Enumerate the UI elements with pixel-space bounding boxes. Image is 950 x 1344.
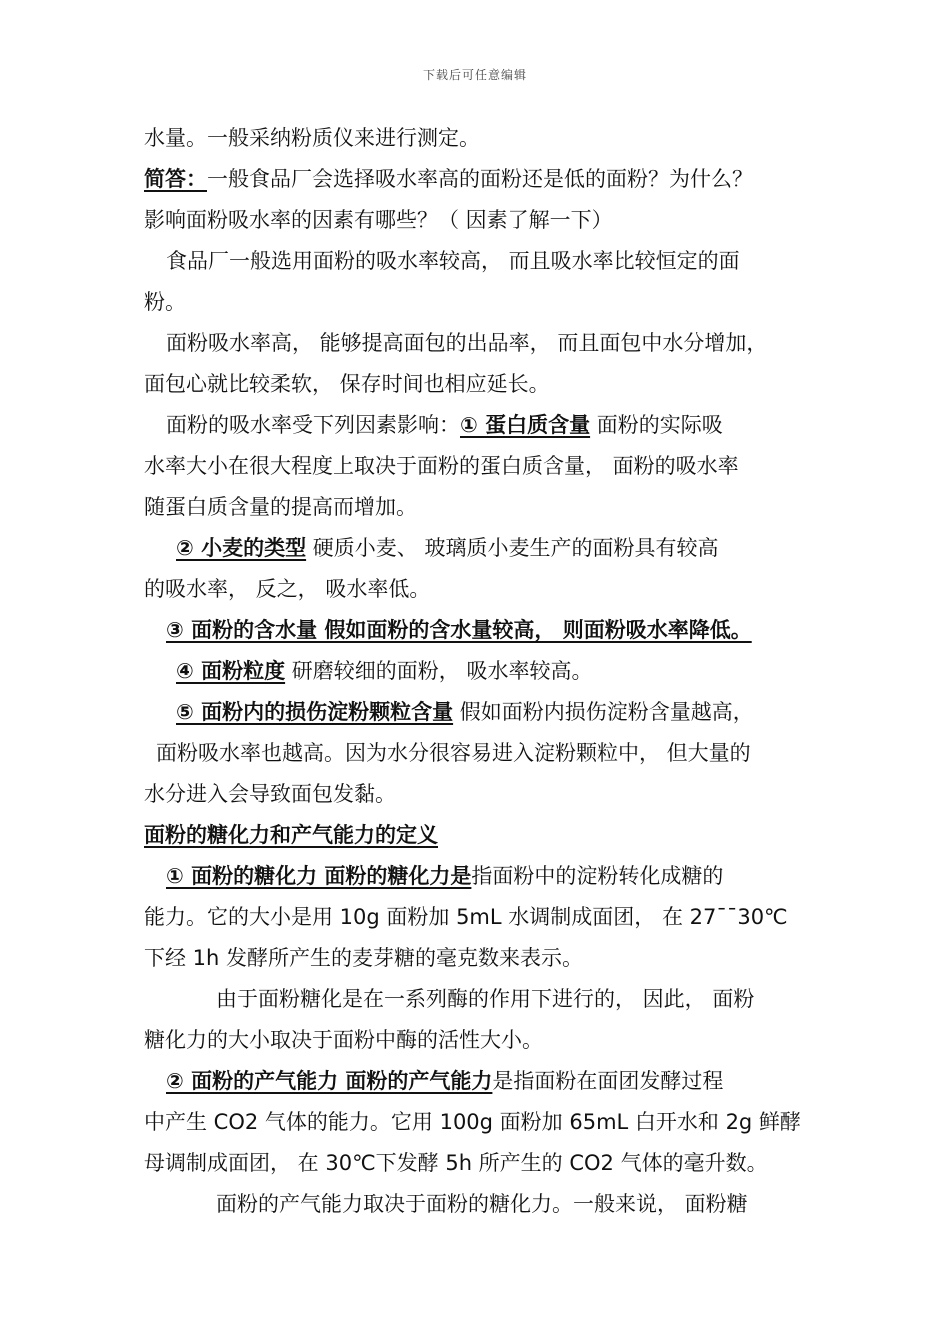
text-line (144, 979, 824, 1020)
line-text: 指面粉中的淀粉转化成糖的 (471, 864, 724, 888)
line-text: 是指面粉在面团发酵过程 (492, 1069, 724, 1093)
line-text: 水分进入会导致面包发黏。 (144, 782, 396, 806)
line-text: 影响面粉吸水率的因素有哪些？（ 因素了解一下） (144, 208, 613, 232)
line-text: 随蛋白质含量的提高而增加。 (144, 495, 417, 519)
definition-heading: ② 面粉的产气能力 面粉的产气能力 (166, 1069, 493, 1093)
text-line (144, 241, 824, 282)
line-text: 面粉的吸水率受下列因素影响： (166, 413, 460, 437)
factor-heading: ③ 面粉的含水量 假如面粉的含水量较高， 则面粉吸水率降低。 (166, 618, 752, 642)
page-header-note: 下载后可任意编辑 (422, 68, 527, 82)
text-line (144, 364, 824, 405)
line-text: 的吸水率， 反之， 吸水率低。 (144, 577, 431, 601)
text-line (144, 733, 824, 774)
text-line (144, 1102, 824, 1143)
line-text: 面包心就比较柔软， 保存时间也相应延长。 (144, 372, 550, 396)
line-text: 食品厂一般选用面粉的吸水率较高， 而且吸水率比较恒定的面 (166, 249, 740, 273)
text-line (144, 856, 824, 897)
line-text: 粉。 (144, 290, 186, 314)
line-text: 面粉的实际吸 (590, 413, 723, 437)
factor-heading: ④ 面粉粒度 (176, 659, 286, 683)
text-line (144, 897, 824, 938)
text-line (144, 200, 824, 241)
line-text: 水量。一般采纳粉质仪来进行测定。 (144, 126, 480, 150)
line-text: 研磨较细的面粉， 吸水率较高。 (285, 659, 593, 683)
line-text: 能力。它的大小是用 10g 面粉加 5mL 水调制成面团， 在 27¯¯30℃ (144, 905, 788, 929)
line-text: 糖化力的大小取决于面粉中酶的活性大小。 (144, 1028, 543, 1052)
text-line (144, 610, 824, 651)
line-text: 母调制成面团， 在 30℃下发酵 5h 所产生的 CO2 气体的毫升数。 (144, 1151, 768, 1175)
section-heading: 面粉的糖化力和产气能力的定义 (144, 823, 438, 847)
text-line (144, 323, 824, 364)
line-text: 水率大小在很大程度上取决于面粉的蛋白质含量， 面粉的吸水率 (144, 454, 739, 478)
text-line (144, 1020, 824, 1061)
text-line (144, 1143, 824, 1184)
text-line (144, 487, 824, 528)
factor-heading: ① 蛋白质含量 (460, 413, 591, 437)
text-line (144, 569, 824, 610)
text-line (144, 118, 824, 159)
line-text: 面粉的产气能力取决于面粉的糖化力。一般来说， 面粉糖 (216, 1192, 748, 1216)
text-line (144, 1184, 824, 1225)
text-line (144, 159, 824, 200)
short-answer-label: 简答： (144, 167, 207, 191)
line-text: 面粉吸水率也越高。因为水分很容易进入淀粉颗粒中， 但大量的 (156, 741, 751, 765)
text-line (144, 938, 824, 979)
document-body (144, 118, 824, 1225)
text-line (144, 405, 824, 446)
text-line (144, 446, 824, 487)
text-line (144, 1061, 824, 1102)
line-text: 下经 1h 发酵所产生的麦芽糖的毫克数来表示。 (144, 946, 584, 970)
text-line (144, 651, 824, 692)
text-line (144, 815, 824, 856)
text-line (144, 282, 824, 323)
text-line (144, 774, 824, 815)
factor-heading: ② 小麦的类型 (176, 536, 307, 560)
definition-heading: ① 面粉的糖化力 面粉的糖化力是 (166, 864, 472, 888)
text-line (144, 528, 824, 569)
line-text: 假如面粉内损伤淀粉含量越高， (453, 700, 754, 724)
text-line (144, 692, 824, 733)
line-text: 面粉吸水率高， 能够提高面包的出品率， 而且面包中水分增加， (166, 331, 768, 355)
line-text: 中产生 CO2 气体的能力。它用 100g 面粉加 65mL 白开水和 2g 鲜酵 (144, 1110, 801, 1134)
line-text: 一般食品厂会选择吸水率高的面粉还是低的面粉？为什么？ (207, 167, 753, 191)
line-text: 硬质小麦、 玻璃质小麦生产的面粉具有较高 (306, 536, 719, 560)
factor-heading: ⑤ 面粉内的损伤淀粉颗粒含量 (176, 700, 454, 724)
line-text: 由于面粉糖化是在一系列酶的作用下进行的， 因此， 面粉 (216, 987, 755, 1011)
